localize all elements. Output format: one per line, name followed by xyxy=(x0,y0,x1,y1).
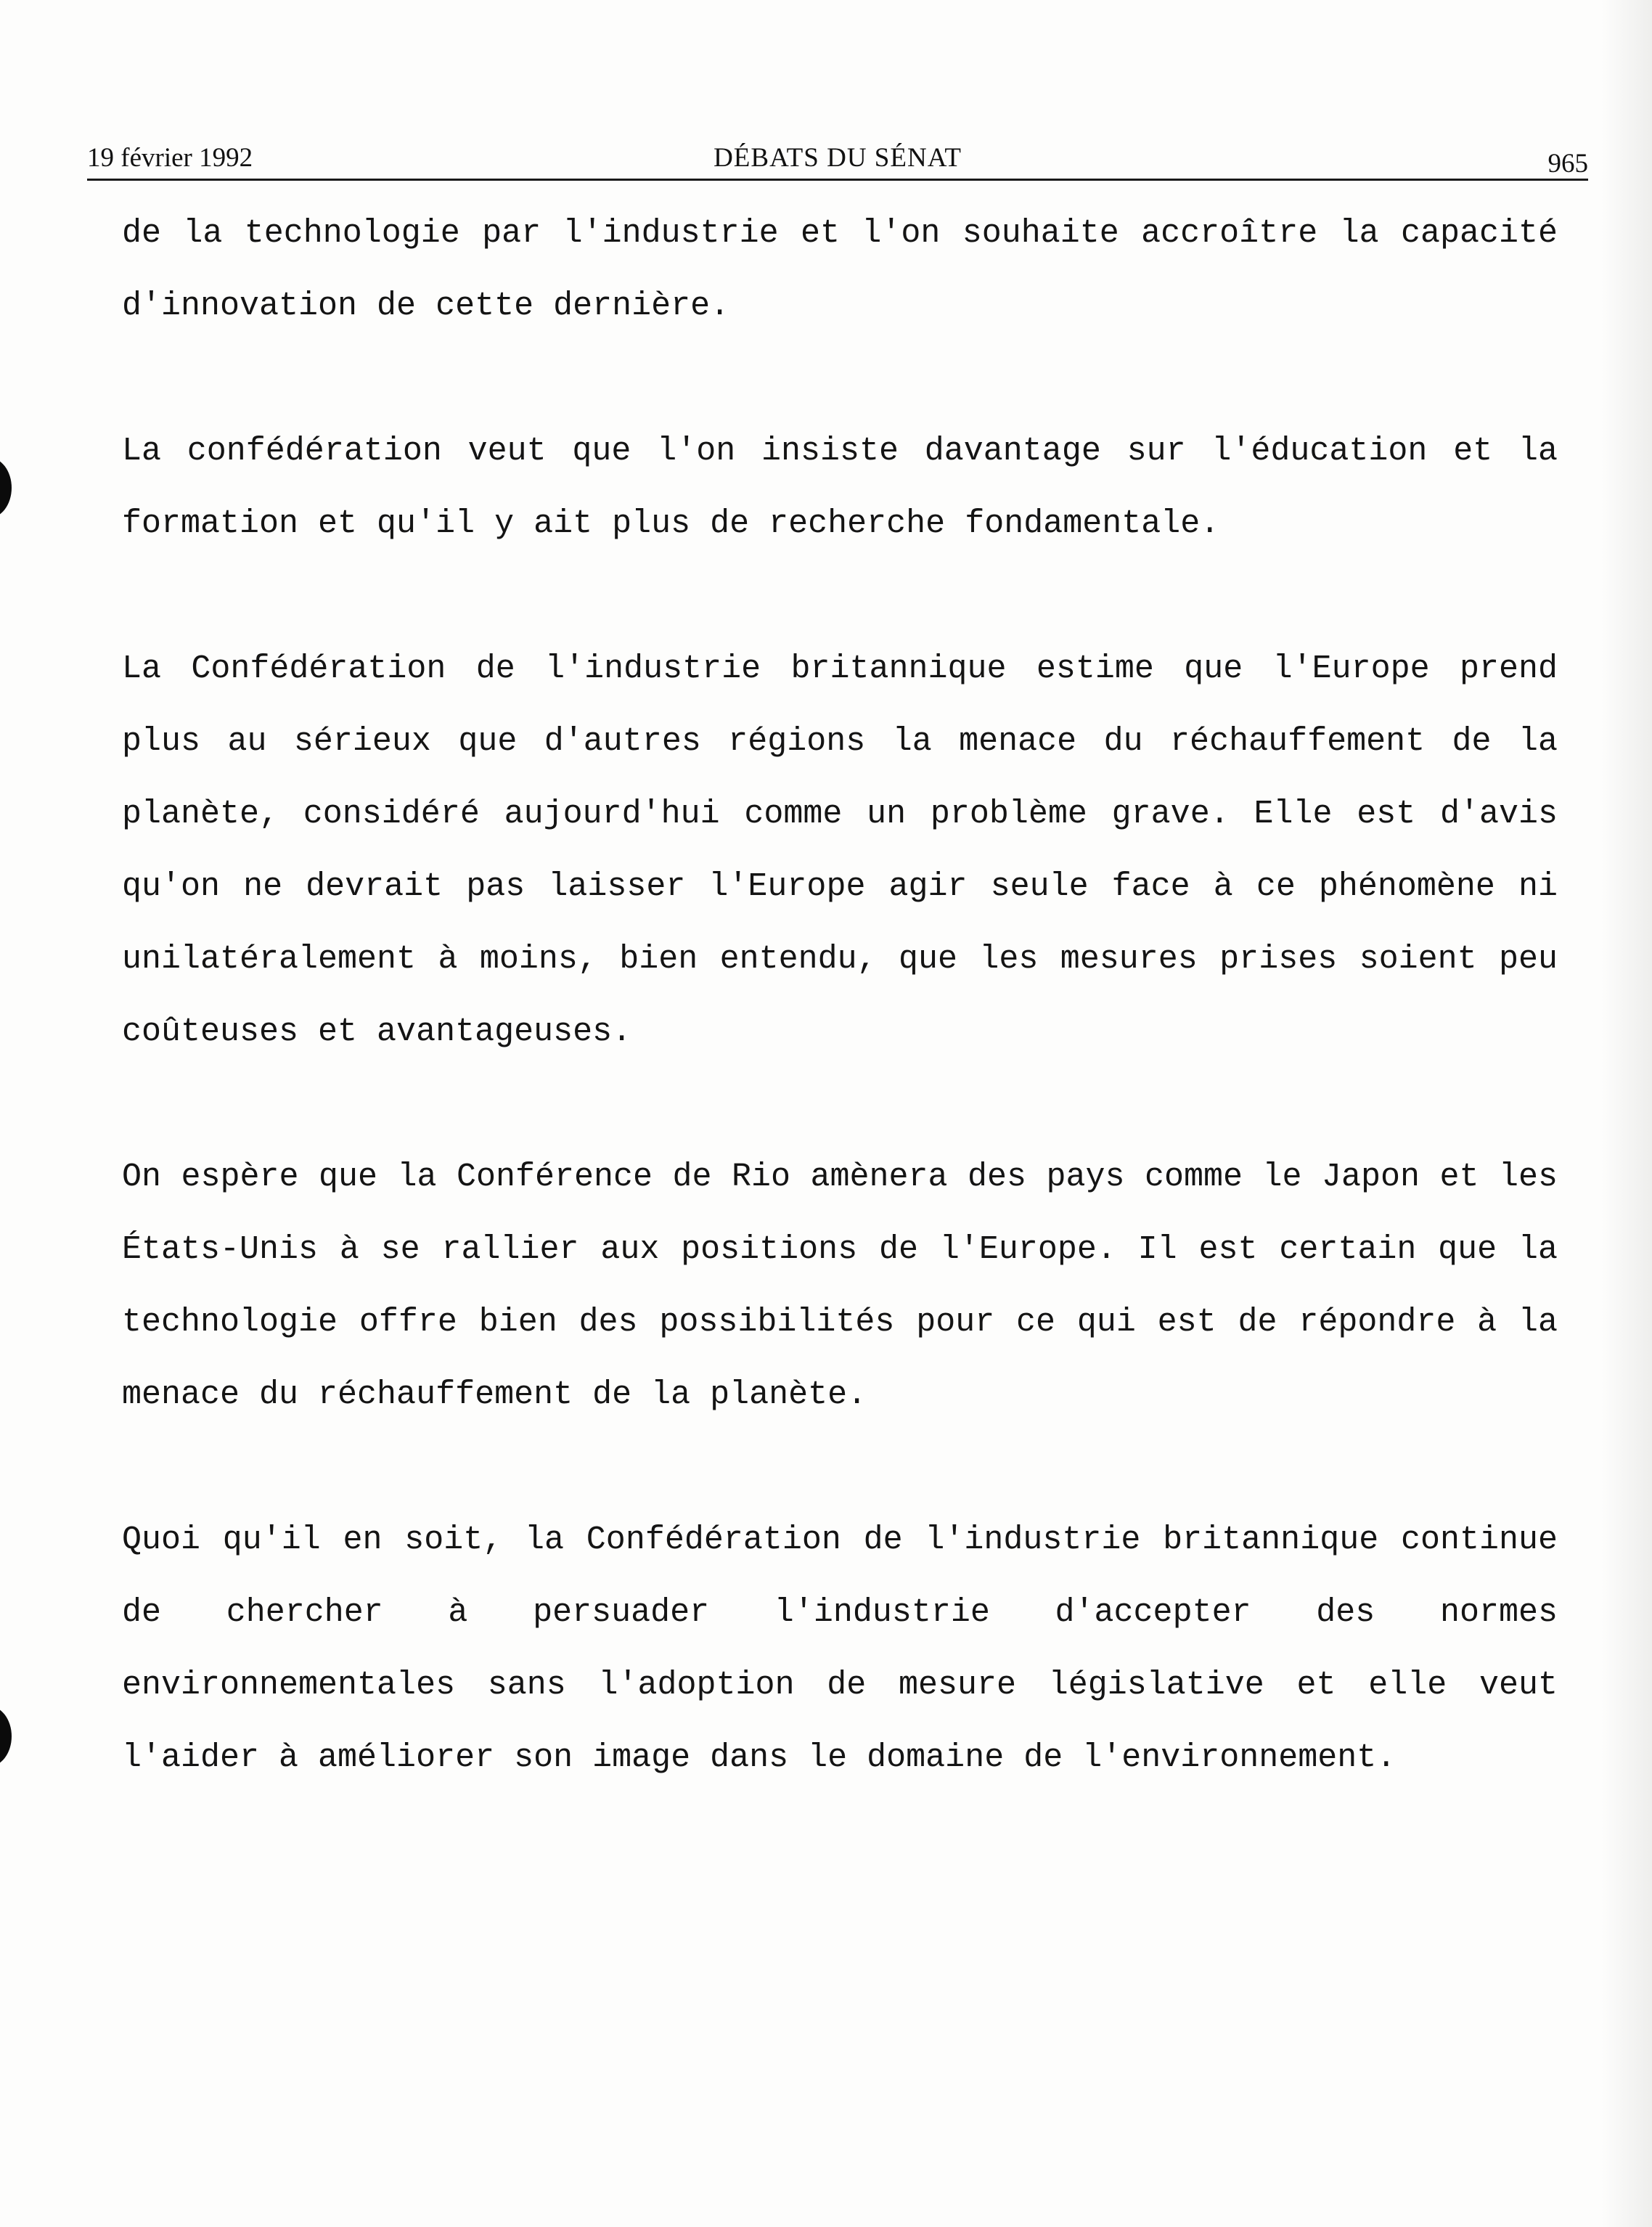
running-header xyxy=(87,138,1588,179)
body-text xyxy=(122,197,1558,1794)
paragraph: La Confédération de l'industrie britannique estime que l'Europe prend plus au sérieux que d'autres régions la menace du réchauffement de la planète, considéré aujourd'hui comme un problème grave. Elle est d'avis qu'on ne devrait pas laisser l'Europe agir seule face à ce phénomène ni unilatéralement à moins, bien entendu, que les mesures prises soient peu coûteuses et avantageuses. xyxy=(122,650,1558,1050)
paragraph: La confédération veut que l'on insiste davantage sur l'éducation et la formation et qu'il y ait plus de recherche fondamentale. xyxy=(122,433,1558,542)
paragraph: de la technologie par l'industrie et l'on souhaite accroître la capacité d'innovation de cette dernière. xyxy=(122,215,1558,324)
paragraph: Quoi qu'il en soit, la Confédération de l'industrie britannique continue de chercher à persuader l'industrie d'accepter des normes environnementales sans l'adoption de mesure législative et elle veut l'aider à améliorer son image dans le domaine de l'environnement. xyxy=(122,1521,1558,1776)
punch-hole xyxy=(0,1706,12,1767)
header-date: 19 février 1992 xyxy=(87,143,253,173)
header-rule xyxy=(87,179,1588,181)
paragraph: On espère que la Conférence de Rio amènera des pays comme le Japon et les États-Unis à se rallier aux positions de l'Europe. Il est certain que la technologie offre bien des possibilités pour ce qui est de répondre à la menace du réchauffement de la planète. xyxy=(122,1159,1558,1413)
header-title: DÉBATS DU SÉNAT xyxy=(713,143,962,173)
page-number: 965 xyxy=(1547,149,1588,179)
punch-hole xyxy=(0,457,12,518)
page-edge-shadow xyxy=(1601,0,1652,2227)
